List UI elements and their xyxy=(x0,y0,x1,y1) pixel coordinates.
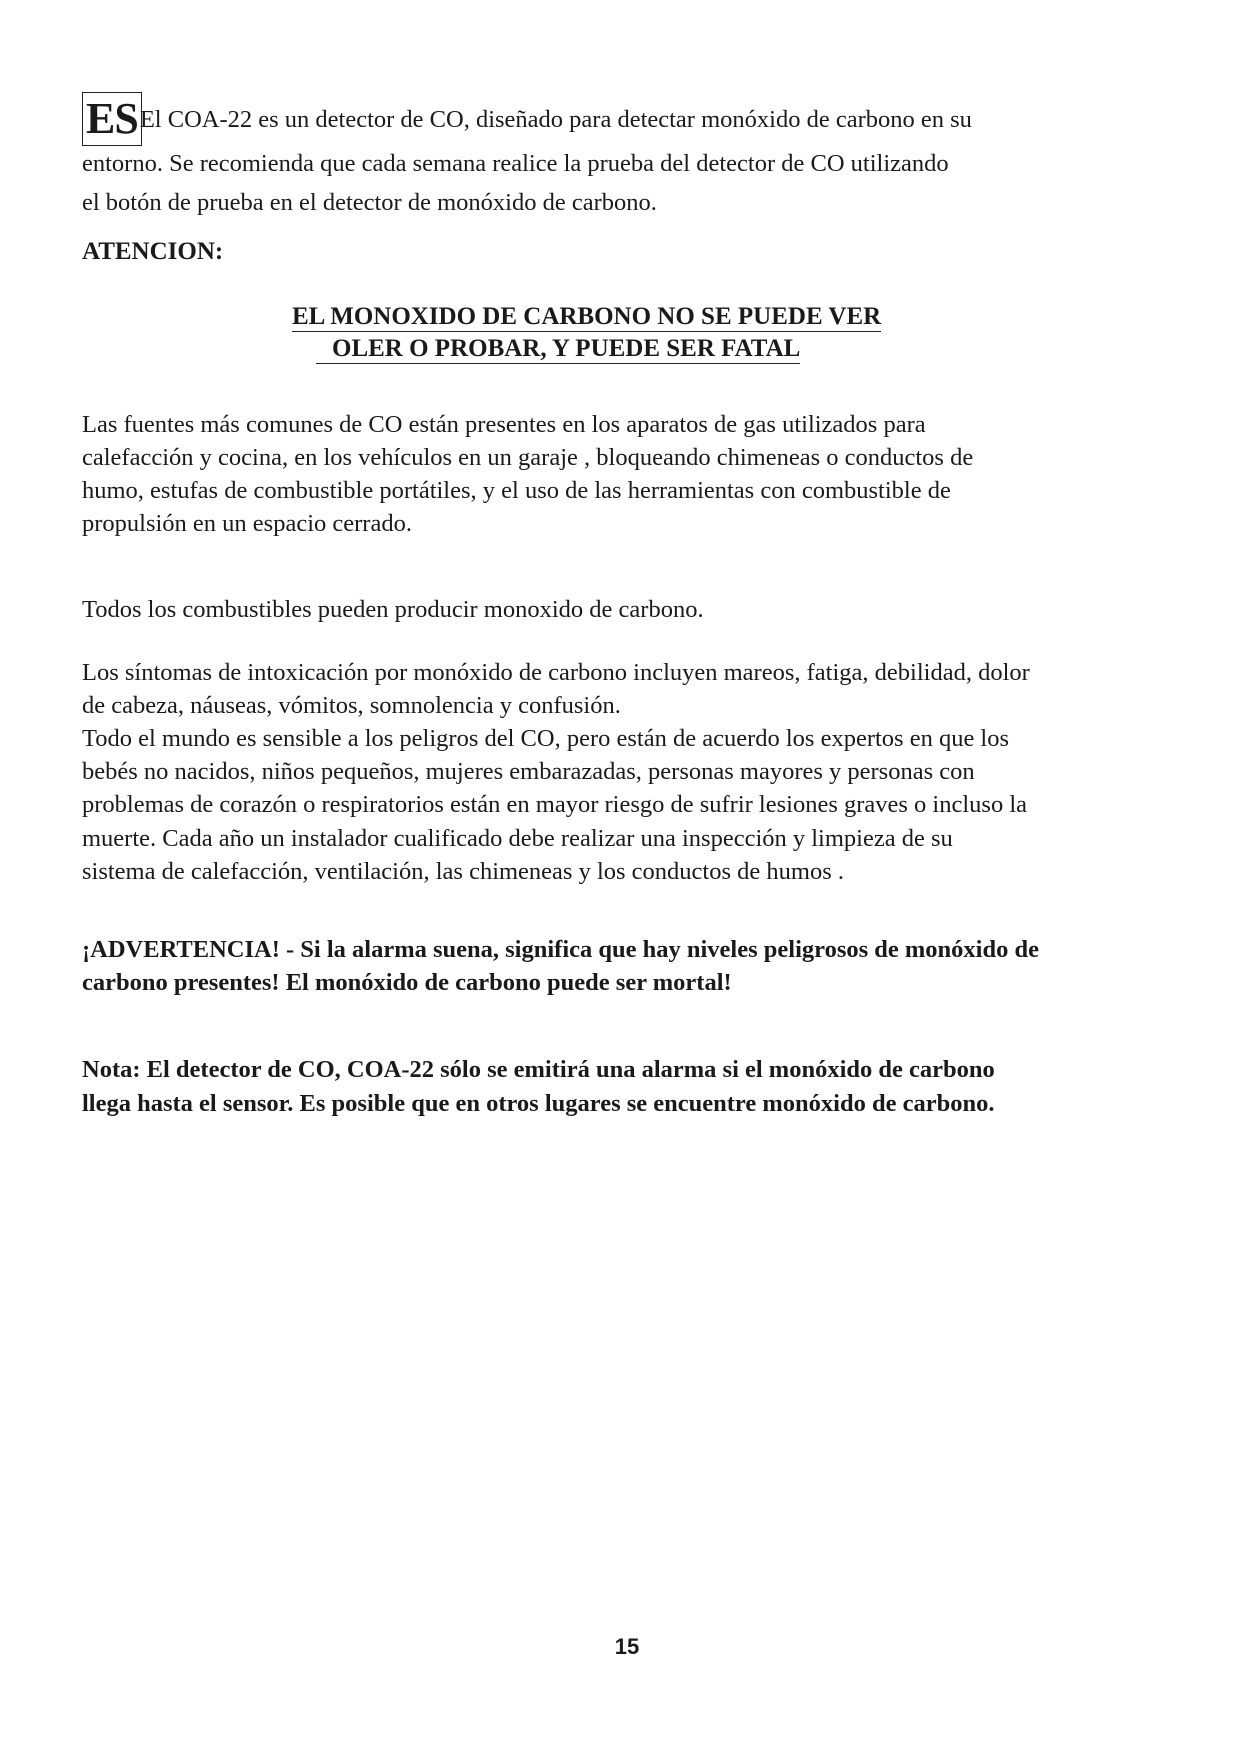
all-fuels-paragraph: Todos los combustibles pueden producir monoxido de carbono. xyxy=(82,596,704,623)
warning-line-2: carbono presentes! El monóxido de carbono puede ser mortal! xyxy=(82,969,732,996)
symptoms-line-1: Los síntomas de intoxicación por monóxido de carbono incluyen mareos, fatiga, debilidad, dolor xyxy=(82,659,1030,686)
attention-heading: ATENCION: xyxy=(82,238,224,265)
warning-banner-line-1-text: EL MONOXIDO DE CARBONO NO SE PUEDE VER xyxy=(292,303,882,330)
intro-line-1 xyxy=(82,92,1182,146)
sources-line-3: humo, estufas de combustible portátiles, y el uso de las herramientas con combustible de xyxy=(82,477,951,504)
warning-banner-line-2 xyxy=(316,332,800,365)
symptoms-line-4: bebés no nacidos, niños pequeños, mujeres embarazadas, personas mayores y personas con xyxy=(82,758,975,785)
warning-banner-line-1 xyxy=(292,300,881,333)
language-badge: ES xyxy=(82,92,142,146)
warning-line-1: ¡ADVERTENCIA! - Si la alarma suena, significa que hay niveles peligrosos de monóxido de xyxy=(82,936,1039,963)
intro-line-2: entorno. Se recomienda que cada semana realice la prueba del detector de CO utilizando xyxy=(82,150,949,177)
symptoms-line-3: Todo el mundo es sensible a los peligros del CO, pero están de acuerdo los expertos en que los xyxy=(82,725,1010,752)
warning-banner-line-2-text: OLER O PROBAR, Y PUEDE SER FATAL xyxy=(316,335,800,364)
page-number: 15 xyxy=(614,1634,640,1659)
intro-line-3: el botón de prueba en el detector de monóxido de carbono. xyxy=(82,189,657,216)
symptoms-line-6: muerte. Cada año un instalador cualificado debe realizar una inspección y limpieza de su xyxy=(82,825,953,852)
symptoms-line-2: de cabeza, náuseas, vómitos, somnolencia y confusión. xyxy=(82,692,621,719)
manual-page xyxy=(82,0,1172,1754)
intro-line-1-text: El COA-22 es un detector de CO, diseñado para detectar monóxido de carbono en su xyxy=(139,106,972,133)
symptoms-line-7: sistema de calefacción, ventilación, las chimeneas y los conductos de humos . xyxy=(82,858,844,885)
note-line-2: llega hasta el sensor. Es posible que en otros lugares se encuentre monóxido de carbono. xyxy=(82,1090,995,1117)
sources-line-2: calefacción y cocina, en los vehículos en un garaje , bloqueando chimeneas o conductos de xyxy=(82,444,974,471)
sources-line-4: propulsión en un espacio cerrado. xyxy=(82,510,412,537)
sources-line-1: Las fuentes más comunes de CO están presentes en los aparatos de gas utilizados para xyxy=(82,411,926,438)
symptoms-line-5: problemas de corazón o respiratorios están en mayor riesgo de sufrir lesiones graves o incluso la xyxy=(82,791,1027,818)
note-line-1: Nota: El detector de CO, COA-22 sólo se emitirá una alarma si el monóxido de carbono xyxy=(82,1056,995,1083)
